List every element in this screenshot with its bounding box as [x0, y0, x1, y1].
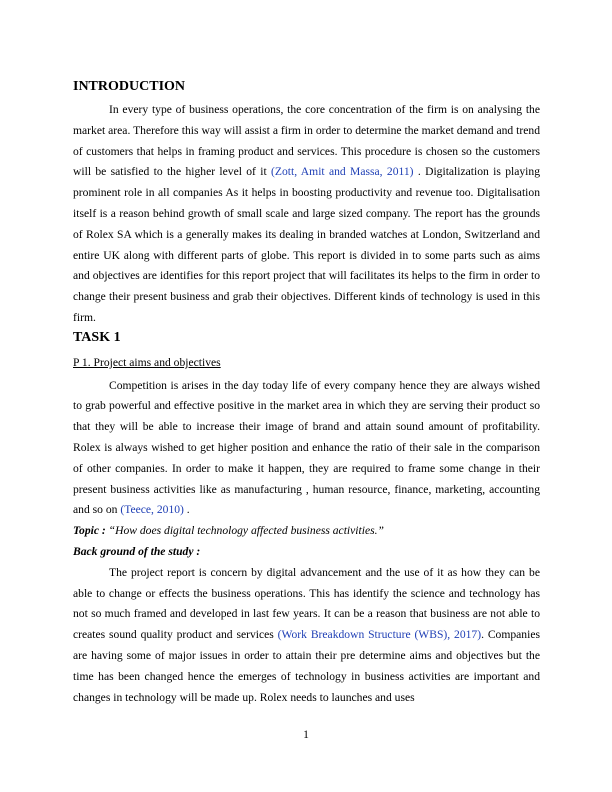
aims-objectives-subheading: P 1. Project aims and objectives — [73, 355, 221, 369]
citation-zott: (Zott, Amit and Massa, 2011) — [271, 165, 414, 179]
citation-wbs: (Work Breakdown Structure (WBS), 2017) — [277, 628, 482, 642]
intro-text-a: In every type of business operations, the core concentration of the firm is on analysing the market area. Therefore this way will assist a firm in order to determine the market demand and trend of customers that helps in framing product and services. This procedure is chosen so the customers will be satisfied to the higher level of it — [73, 103, 540, 179]
topic-text: “How does digital technology affected business activities.” — [108, 524, 384, 538]
competition-paragraph — [73, 376, 540, 522]
page-number: 1 — [303, 728, 309, 741]
citation-teece: (Teece, 2010) — [120, 503, 184, 517]
topic-line — [73, 521, 540, 542]
competition-text-a: Competition is arises in the day today life of every company hence they are always wished to grab powerful and effective positive in the market area in which they are serving their product so that they will be able to increase their image of brand and attain sound amount of profitability. Rolex is always wished to get higher position and enhance the ratio of their sale in the comparison of other companies. In order to make it happen, they are required to frame some change in their present business activities like as manufacturing , human resource, finance, marketing, accounting and so on — [73, 378, 540, 517]
background-heading — [73, 542, 540, 563]
background-text-a: The project report is concern by digital advancement and the use of it as how they can be able to change or effects the business operations. This has identify the science and technology has not so much framed and developed in last few years. It can be a reason that business are not able to creates sound quality product and services — [73, 565, 540, 642]
competition-text-b: . — [183, 503, 190, 517]
background-label: Back ground of the study : — [73, 544, 201, 558]
introduction-heading: INTRODUCTION — [73, 79, 186, 94]
page-content — [73, 78, 540, 708]
background-text-b: . Companies are having some of major issues in order to attain their pre determine aims and objectives but the time has been changed hence the emerges of technology in business activities are important and changes in technology will be made up. Rolex needs to launches and uses — [73, 628, 540, 704]
intro-text-b: . Digitalization is playing prominent role in all companies As it helps in boosting productivity and revenue too. Digitalisation itself is a reason behind growth of small scale and large sized company. The report has the grounds of Rolex SA which is a generally makes its dealing in branded watches at London, Switzerland and entire UK along with different parts of globe. This report is divided in to some parts such as aims and objectives are identifies for this report project that will facilitates its helps to the firm in order to change their present business and grab their objectives. Different kinds of technology is used in this firm. — [73, 165, 540, 324]
introduction-paragraph — [73, 100, 540, 329]
background-paragraph — [73, 563, 540, 709]
task-1-heading: TASK 1 — [73, 329, 121, 345]
topic-label: Topic : — [73, 524, 109, 538]
